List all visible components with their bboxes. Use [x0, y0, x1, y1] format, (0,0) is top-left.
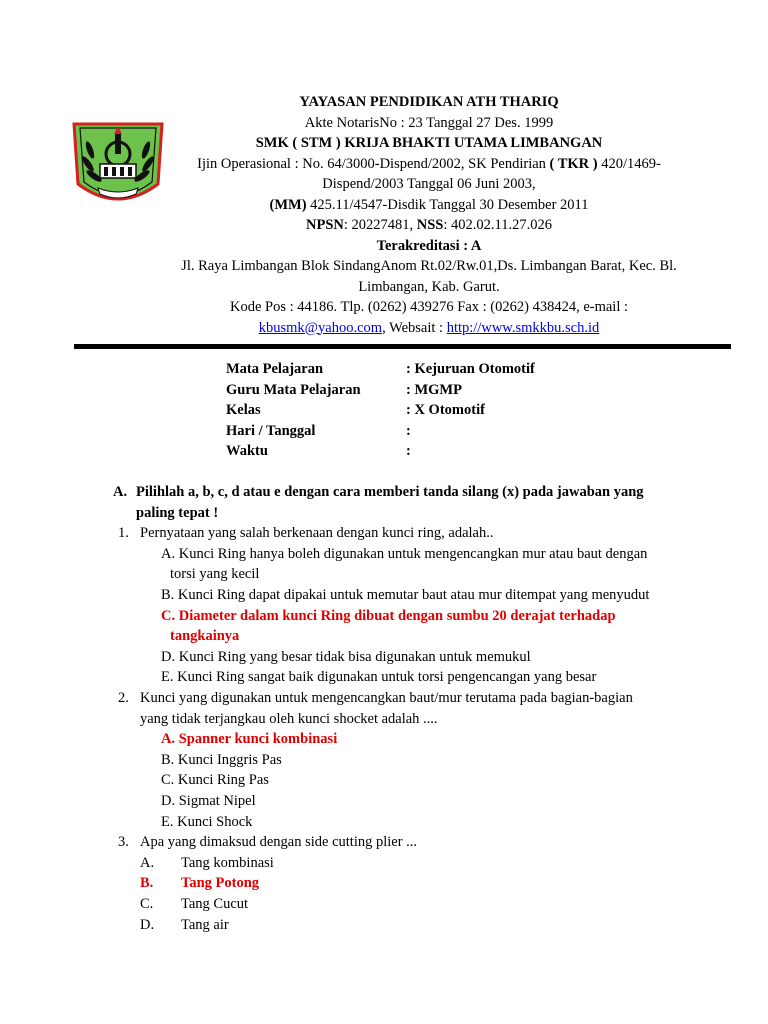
- npsn-value: : 20227481,: [343, 217, 417, 233]
- option-letter: D.: [140, 916, 155, 933]
- info-value: :: [406, 422, 411, 439]
- accreditation: Terakreditasi : A: [376, 237, 482, 254]
- info-value: : Kejuruan Otomotif: [406, 361, 535, 377]
- website-label: , Websait :: [382, 319, 447, 336]
- question-text: Kunci yang digunakan untuk mengencangkan baut/mur terutama pada bagian-bagian: [140, 690, 633, 706]
- answer-option: B. Kunci Ring dapat dipakai untuk memutar baut atau mur ditempat yang menyudut: [161, 587, 650, 603]
- permit-text-2: 420/1469-Dispend/2003 Tanggal 06 Juni 2003,: [322, 155, 661, 192]
- answer-option: E. Kunci Ring sangat baik digunakan untuk torsi pengencangan yang besar: [161, 669, 597, 686]
- info-value: :: [406, 443, 411, 459]
- header-divider: [74, 344, 731, 349]
- permit-line: [170, 154, 688, 195]
- notary-line: Akte NotarisNo : 23 Tanggal 27 Des. 1999: [304, 114, 554, 131]
- option-letter: A.: [140, 854, 155, 871]
- question-text-cont: yang tidak terjangkau oleh kunci shocket adalah ....: [140, 710, 438, 727]
- npsn-label: NPSN: [305, 217, 344, 233]
- section-instruction-2: paling tepat !: [136, 504, 219, 521]
- contact-line: Kode Pos : 44186. Tlp. (0262) 439276 Fax : (0262) 438424, e-mail :: [229, 299, 629, 315]
- web-line: [170, 318, 688, 339]
- info-label: Mata Pelajaran: [226, 361, 324, 377]
- question-number: 1.: [118, 525, 129, 542]
- info-value: : X Otomotif: [406, 402, 485, 418]
- info-value: : MGMP: [406, 381, 462, 398]
- question-number: 3.: [118, 834, 129, 851]
- nss-value: : 402.02.11.27.026: [443, 217, 552, 233]
- foundation-name: YAYASAN PENDIDIKAN ATH THARIQ: [299, 94, 559, 110]
- permit-tkr: ( TKR ): [549, 155, 598, 172]
- info-row: [226, 359, 535, 380]
- permit-text: Ijin Operasional : No. 64/3000-Dispend/2002, SK Pendirian: [197, 155, 550, 172]
- answer-option: D. Kunci Ring yang besar tidak bisa digunakan untuk memukul: [161, 648, 531, 665]
- question-text: Apa yang dimaksud dengan side cutting plier ...: [140, 834, 418, 851]
- info-row: [226, 421, 535, 442]
- answer-option: D. Sigmat Nipel: [161, 793, 256, 809]
- answer-option: E. Kunci Shock: [161, 813, 253, 830]
- npsn-line: [170, 215, 688, 236]
- info-label: Waktu: [226, 443, 268, 459]
- answer-option-cont: torsi yang kecil: [170, 566, 260, 583]
- answer-option: Tang Cucut: [181, 896, 249, 912]
- correct-answer-option-cont: tangkainya: [170, 628, 240, 645]
- mm-text: 425.11/4547-Disdik Tanggal 30 Desember 2011: [306, 196, 589, 213]
- nss-label: NSS: [416, 217, 444, 233]
- address: Jl. Raya Limbangan Blok SindangAnom Rt.02/Rw.01,Ds. Limbangan Barat, Kec. Bl. Limbangan, Kab. Garut.: [181, 258, 677, 295]
- answer-option: Tang air: [181, 916, 229, 933]
- website-link[interactable]: http://www.smkkbu.sch.id: [446, 319, 600, 336]
- answer-option: A. Kunci Ring hanya boleh digunakan untuk mengencangkan mur atau baut dengan: [161, 545, 648, 562]
- question-text: Pernyataan yang salah berkenaan dengan kunci ring, adalah..: [140, 525, 494, 542]
- email-link[interactable]: kbusmk@yahoo.com: [258, 319, 383, 336]
- school-name: SMK ( STM ) KRIJA BHAKTI UTAMA LIMBANGAN: [255, 135, 603, 151]
- question-number: 2.: [118, 690, 129, 706]
- correct-option-letter: B.: [140, 875, 154, 892]
- answer-option: C. Kunci Ring Pas: [161, 772, 269, 789]
- info-label: Kelas: [226, 402, 261, 418]
- mm-line: [170, 195, 688, 216]
- correct-answer-option: C. Diameter dalam kunci Ring dibuat dengan sumbu 20 derajat terhadap: [161, 607, 616, 624]
- info-label: Guru Mata Pelajaran: [226, 381, 361, 398]
- answer-option: Tang kombinasi: [181, 854, 274, 871]
- section-letter: A.: [113, 484, 128, 500]
- correct-answer-option: Tang Potong: [181, 875, 260, 892]
- answer-option: B. Kunci Inggris Pas: [161, 751, 282, 768]
- info-row: [226, 380, 535, 401]
- info-row: [226, 400, 535, 421]
- section-instruction: Pilihlah a, b, c, d atau e dengan cara memberi tanda silang (x) pada jawaban yang: [136, 484, 644, 500]
- info-label: Hari / Tanggal: [226, 422, 316, 439]
- mm-label: (MM): [269, 196, 307, 213]
- correct-answer-option: A. Spanner kunci kombinasi: [161, 731, 338, 748]
- exam-info: [226, 359, 535, 462]
- info-row: [226, 441, 535, 462]
- letterhead: [170, 92, 688, 338]
- option-letter: C.: [140, 896, 154, 912]
- school-logo: [66, 110, 170, 214]
